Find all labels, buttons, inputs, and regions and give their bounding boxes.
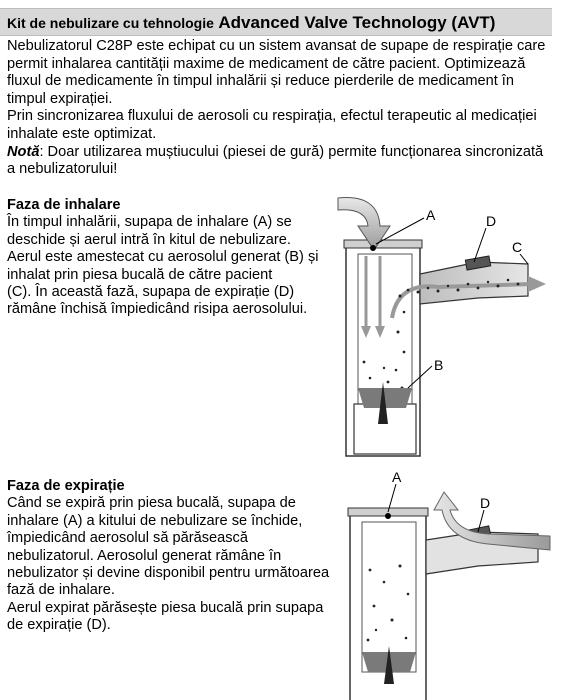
note-label: Notă — [7, 143, 40, 160]
inhale-text-3: (C). În această fază, supapa de expirație (D) rămâne închisă împiedicând risipa aerosolului. — [7, 284, 308, 318]
intro-paragraph-2: Prin sincronizarea fluxului de aerosoli cu respirația, efectul terapeutic al medicației inhalate este optimizat. — [7, 108, 537, 142]
exhale-heading: Faza de expirație — [7, 478, 125, 494]
exhale-section — [7, 478, 337, 635]
inhale-section — [7, 197, 325, 319]
intro-note — [7, 144, 555, 179]
inhale-heading: Faza de inhalare — [7, 197, 121, 213]
banner-title-prefix: Kit de nebulizare cu tehnologie — [7, 15, 214, 31]
inhale-label-d: D — [486, 213, 497, 229]
inhale-label-b: B — [434, 357, 444, 373]
intro-paragraph-1: Nebulizatorul C28P este echipat cu un sistem avansat de supape de respirație care permit inhalarea cantității maxime de medicament de către pacient. Optimizează fluxul de medicamente în timpul inhalării și reduce pierderile de medicament în timpul expirației. — [7, 38, 546, 107]
exhale-nebulizer-drawing — [328, 470, 558, 700]
banner-title — [7, 13, 495, 33]
exhale-text-2: Aerul expirat părăsește piesa bucală prin supapa de expirație (D). — [7, 599, 324, 634]
intro-text — [7, 38, 555, 179]
inhale-label-c: C — [512, 239, 523, 255]
inhale-diagram — [328, 192, 558, 464]
note-text: : Doar utilizarea muștiucului (piesei de gură) permite funcționarea sincronizată a nebulizatorului! — [7, 143, 544, 178]
exhale-label-a: A — [392, 470, 402, 485]
inhale-text-1: În timpul inhalării, supapa de inhalare (A) se deschide și aerul intră în kitul de nebulizare. — [7, 214, 292, 248]
exhale-text-1: Când se expiră prin piesa bucală, supapa de inhalare (A) a kitului de nebulizare se închide, împiedicând aerosolul să părăsească nebulizatorul. Aerosolul generat rămâne în nebulizator și devine disponibil pentru următoarea fază de inhalare. — [7, 495, 330, 599]
inhale-text-2: Aerul este amestecat cu aerosolul generat (B) și inhalat prin piesa bucală de către pacient — [7, 249, 319, 283]
exhale-diagram — [328, 470, 558, 700]
inhale-nebulizer-drawing — [328, 192, 558, 464]
banner-title-technology: Advanced Valve Technology (AVT) — [218, 13, 496, 32]
title-banner — [0, 8, 552, 36]
exhale-label-d: D — [480, 495, 491, 511]
inhale-label-a: A — [426, 207, 436, 223]
